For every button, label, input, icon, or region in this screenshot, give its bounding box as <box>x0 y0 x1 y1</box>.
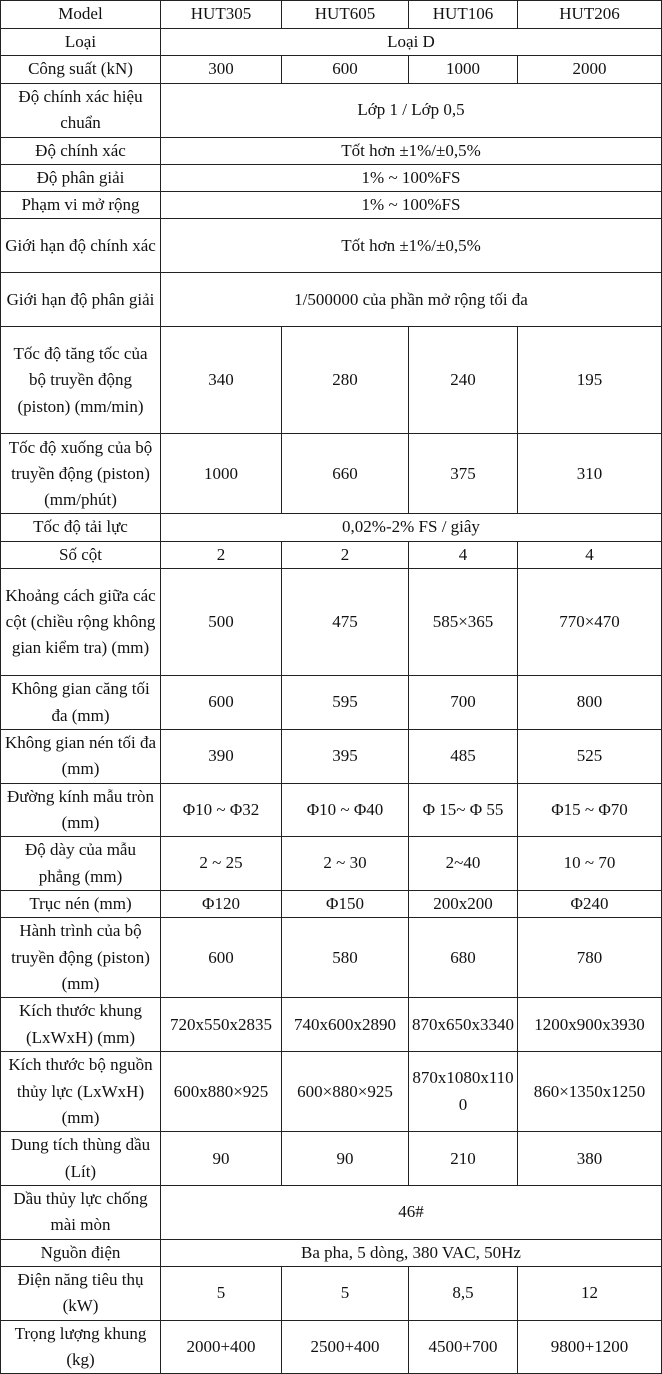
spec-row <box>1 676 662 730</box>
cell-value: 680 <box>409 918 518 998</box>
cell-value: 4 <box>409 541 518 568</box>
row-label: Công suất (kN) <box>1 56 161 83</box>
row-label: Tốc độ xuống của bộ truyền động (piston) (mm/phút) <box>1 434 161 514</box>
row-label: Loại <box>1 29 161 56</box>
row-label: Kích thước bộ nguồn thủy lực (LxWxH) (mm) <box>1 1052 161 1132</box>
cell-value: 395 <box>282 730 409 784</box>
cell-value: 90 <box>282 1132 409 1186</box>
row-label: Trục nén (mm) <box>1 890 161 917</box>
row-label: Hành trình của bộ truyền động (piston) (mm) <box>1 918 161 998</box>
spec-row <box>1 1320 662 1374</box>
row-label: Độ phân giải <box>1 164 161 191</box>
cell-value: 375 <box>409 434 518 514</box>
cell-value: 600 <box>161 676 282 730</box>
cell-value: 485 <box>409 730 518 784</box>
cell-value: 585×365 <box>409 569 518 676</box>
spec-row <box>1 164 662 191</box>
spec-row <box>1 219 662 273</box>
row-label: Dầu thủy lực chống mài mòn <box>1 1186 161 1240</box>
row-label: Độ dày của mẫu phẳng (mm) <box>1 837 161 891</box>
cell-value: 310 <box>518 434 662 514</box>
cell-value: 525 <box>518 730 662 784</box>
cell-value: 595 <box>282 676 409 730</box>
row-label: Tốc độ tải lực <box>1 514 161 541</box>
spanned-value: 1/500000 của phần mở rộng tối đa <box>161 273 662 327</box>
row-label: Trọng lượng khung (kg) <box>1 1320 161 1374</box>
spanned-value: 0,02%-2% FS / giây <box>161 514 662 541</box>
header-label: Model <box>1 1 161 29</box>
model-name: HUT106 <box>409 1 518 29</box>
cell-value: 870x650x3340 <box>409 998 518 1052</box>
cell-value: 780 <box>518 918 662 998</box>
spec-row <box>1 837 662 891</box>
cell-value: 90 <box>161 1132 282 1186</box>
spec-row <box>1 569 662 676</box>
row-label: Đường kính mẫu tròn (mm) <box>1 783 161 837</box>
model-name: HUT206 <box>518 1 662 29</box>
spec-row <box>1 514 662 541</box>
cell-value: 1000 <box>409 56 518 83</box>
spec-row <box>1 730 662 784</box>
spec-row <box>1 1186 662 1240</box>
spec-row <box>1 918 662 998</box>
spec-row <box>1 192 662 219</box>
row-label: Phạm vi mở rộng <box>1 192 161 219</box>
spec-row <box>1 1132 662 1186</box>
cell-value: Φ 15~ Φ 55 <box>409 783 518 837</box>
header-row <box>1 1 662 29</box>
cell-value: 700 <box>409 676 518 730</box>
cell-value: Φ10 ~ Φ40 <box>282 783 409 837</box>
spec-row <box>1 327 662 434</box>
spanned-value: 1% ~ 100%FS <box>161 164 662 191</box>
row-label: Số cột <box>1 541 161 568</box>
cell-value: 2~40 <box>409 837 518 891</box>
cell-value: 240 <box>409 327 518 434</box>
cell-value: 600x880×925 <box>161 1052 282 1132</box>
cell-value: 870x1080x1100 <box>409 1052 518 1132</box>
cell-value: 210 <box>409 1132 518 1186</box>
cell-value: 280 <box>282 327 409 434</box>
cell-value: 860×1350x1250 <box>518 1052 662 1132</box>
spec-row <box>1 434 662 514</box>
model-name: HUT605 <box>282 1 409 29</box>
cell-value: 475 <box>282 569 409 676</box>
spec-row <box>1 890 662 917</box>
cell-value: 770×470 <box>518 569 662 676</box>
cell-value: 5 <box>161 1267 282 1321</box>
cell-value: 2 <box>161 541 282 568</box>
cell-value: 2500+400 <box>282 1320 409 1374</box>
spanned-value: Tốt hơn ±1%/±0,5% <box>161 137 662 164</box>
row-label: Độ chính xác hiệu chuẩn <box>1 83 161 137</box>
spec-row <box>1 1267 662 1321</box>
spec-row <box>1 56 662 83</box>
cell-value: Φ10 ~ Φ32 <box>161 783 282 837</box>
cell-value: 1000 <box>161 434 282 514</box>
cell-value: 2 ~ 25 <box>161 837 282 891</box>
cell-value: 12 <box>518 1267 662 1321</box>
cell-value: 600 <box>161 918 282 998</box>
cell-value: Φ150 <box>282 890 409 917</box>
spec-row <box>1 541 662 568</box>
cell-value: 500 <box>161 569 282 676</box>
spec-row <box>1 273 662 327</box>
spanned-value: 1% ~ 100%FS <box>161 192 662 219</box>
cell-value: 200x200 <box>409 890 518 917</box>
cell-value: 800 <box>518 676 662 730</box>
cell-value: 4500+700 <box>409 1320 518 1374</box>
row-label: Giới hạn độ chính xác <box>1 219 161 273</box>
spec-row <box>1 137 662 164</box>
row-label: Không gian nén tối đa (mm) <box>1 730 161 784</box>
cell-value: 600×880×925 <box>282 1052 409 1132</box>
row-label: Giới hạn độ phân giải <box>1 273 161 327</box>
cell-value: Φ240 <box>518 890 662 917</box>
cell-value: 600 <box>282 56 409 83</box>
cell-value: 10 ~ 70 <box>518 837 662 891</box>
spanned-value: Tốt hơn ±1%/±0,5% <box>161 219 662 273</box>
cell-value: 720x550x2835 <box>161 998 282 1052</box>
cell-value: 390 <box>161 730 282 784</box>
model-name: HUT305 <box>161 1 282 29</box>
cell-value: 660 <box>282 434 409 514</box>
spec-row <box>1 83 662 137</box>
spanned-value: Loại D <box>161 29 662 56</box>
spec-row <box>1 29 662 56</box>
cell-value: Φ15 ~ Φ70 <box>518 783 662 837</box>
cell-value: 5 <box>282 1267 409 1321</box>
cell-value: 340 <box>161 327 282 434</box>
spanned-value: 46# <box>161 1186 662 1240</box>
row-label: Độ chính xác <box>1 137 161 164</box>
row-label: Không gian căng tối đa (mm) <box>1 676 161 730</box>
spec-row <box>1 1052 662 1132</box>
cell-value: 580 <box>282 918 409 998</box>
spec-row <box>1 783 662 837</box>
cell-value: 740x600x2890 <box>282 998 409 1052</box>
cell-value: 2000+400 <box>161 1320 282 1374</box>
spec-row <box>1 998 662 1052</box>
cell-value: 195 <box>518 327 662 434</box>
cell-value: 4 <box>518 541 662 568</box>
spanned-value: Ba pha, 5 dòng, 380 VAC, 50Hz <box>161 1239 662 1266</box>
cell-value: 380 <box>518 1132 662 1186</box>
cell-value: 9800+1200 <box>518 1320 662 1374</box>
row-label: Dung tích thùng dầu (Lít) <box>1 1132 161 1186</box>
spanned-value: Lớp 1 / Lớp 0,5 <box>161 83 662 137</box>
cell-value: 1200x900x3930 <box>518 998 662 1052</box>
cell-value: Φ120 <box>161 890 282 917</box>
row-label: Kích thước khung (LxWxH) (mm) <box>1 998 161 1052</box>
cell-value: 2 ~ 30 <box>282 837 409 891</box>
row-label: Điện năng tiêu thụ (kW) <box>1 1267 161 1321</box>
cell-value: 300 <box>161 56 282 83</box>
row-label: Khoảng cách giữa các cột (chiều rộng không gian kiểm tra) (mm) <box>1 569 161 676</box>
cell-value: 8,5 <box>409 1267 518 1321</box>
row-label: Nguồn điện <box>1 1239 161 1266</box>
row-label: Tốc độ tăng tốc của bộ truyền động (piston) (mm/min) <box>1 327 161 434</box>
spec-row <box>1 1239 662 1266</box>
cell-value: 2000 <box>518 56 662 83</box>
cell-value: 2 <box>282 541 409 568</box>
